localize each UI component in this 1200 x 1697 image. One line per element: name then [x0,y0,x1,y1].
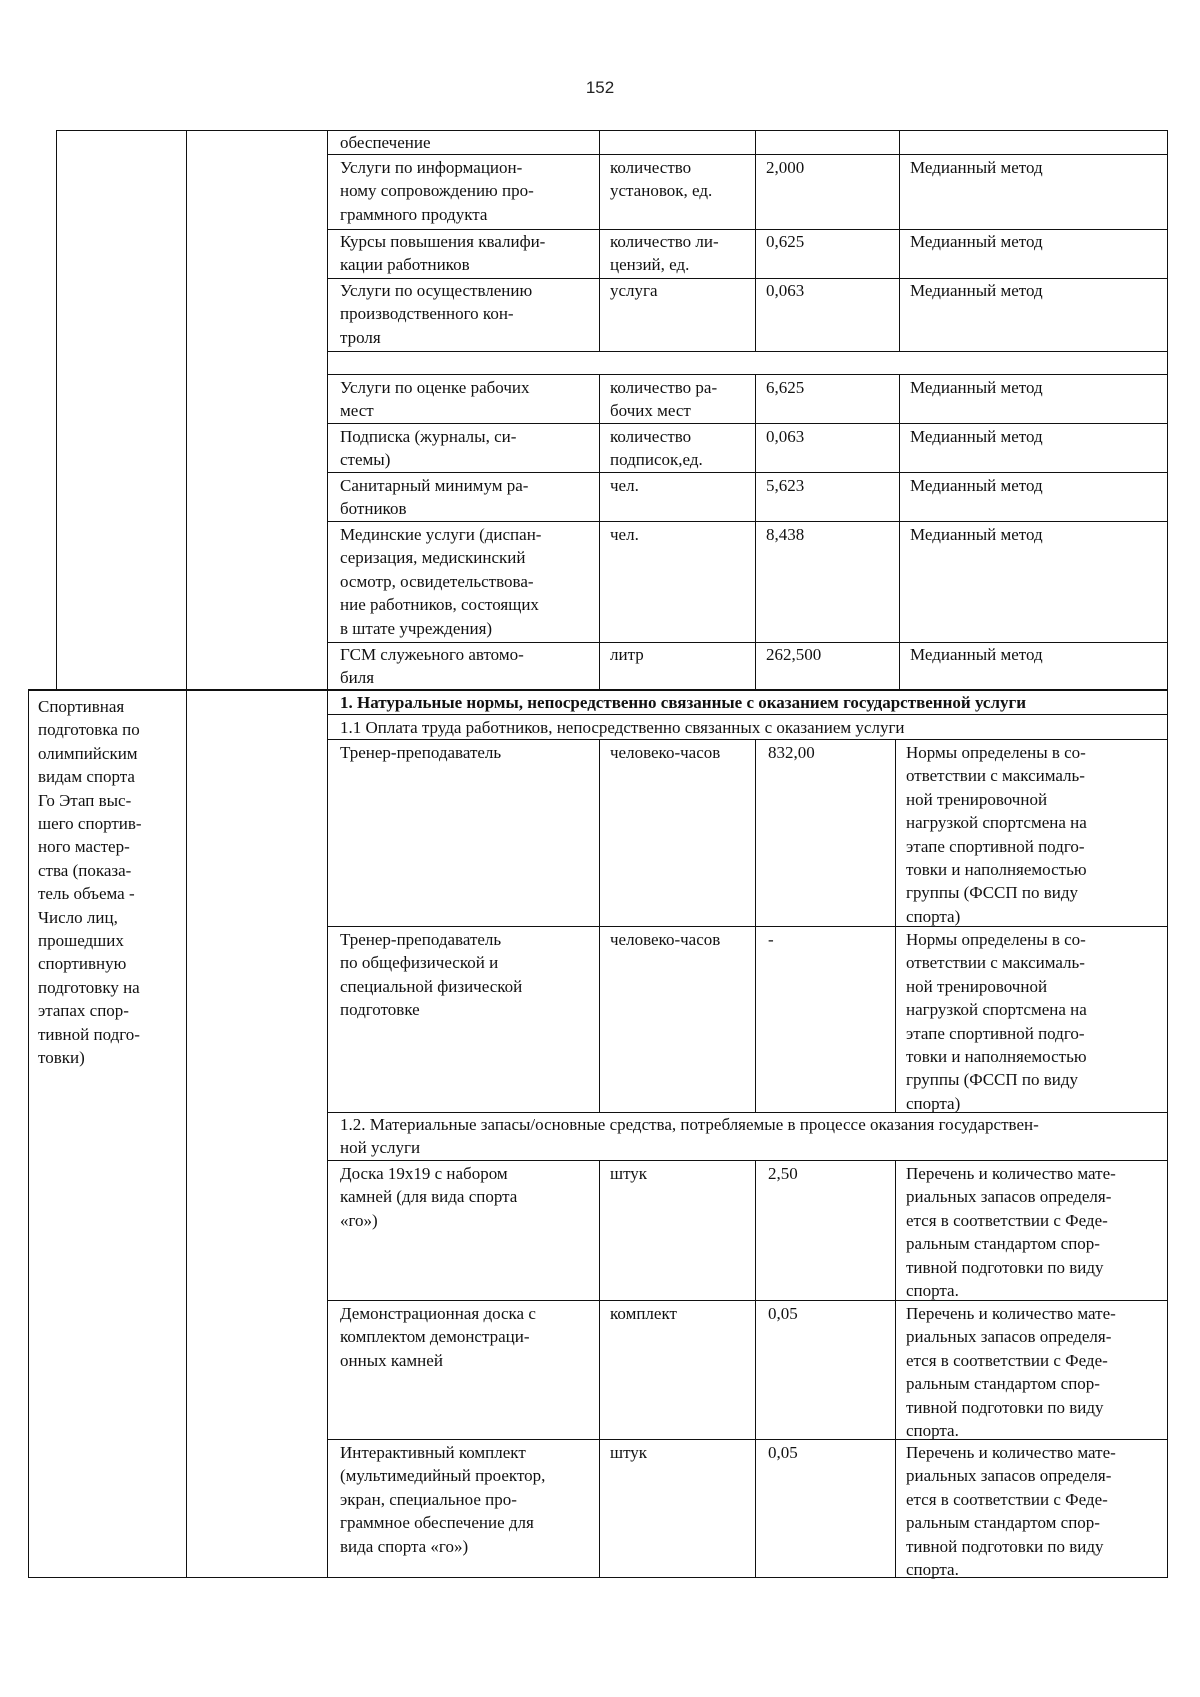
subsection-heading: 1.1 Оплата труда работников, непосредственно связанных с оказанием услуги [340,718,905,737]
table-rule [899,130,900,352]
unit-cell: литр [610,645,644,664]
unit-cell: чел. [610,525,639,544]
section-heading: 1. Натуральные нормы, непосредственно связанные с оказанием государственной услуги [340,693,1027,712]
table-rule [1167,130,1168,1578]
item-name-cell: Услуги по информацион- ному сопровождению про- граммного продукта [340,158,534,224]
item-name-cell: ГСМ служеьного автомо- биля [340,645,524,688]
table-rule [186,130,187,1578]
value-cell: 6,625 [766,378,805,397]
method-cell: Медианный метод [910,232,1043,251]
item-name-cell: Подписка (журналы, си- стемы) [340,427,517,470]
note-cell: Перечень и количество мате- риальных запасов определя- ется в соответствии с Феде- ральным стандартом спор- тивной подготовки по виду спорта. [906,1304,1116,1441]
value-cell: 0,05 [768,1304,798,1323]
item-name-cell: Доска 19х19 с набором камней (для вида спорта «го») [340,1164,518,1230]
value-cell: 832,00 [768,743,815,762]
method-cell: Медианный метод [910,476,1043,495]
value-cell: 8,438 [766,525,805,544]
table-rule [327,351,1168,352]
table-rule [599,739,600,1113]
unit-cell: услуга [610,281,658,300]
value-cell: 5,623 [766,476,805,495]
item-name-cell: обеспечение [340,133,431,152]
table-rule [755,374,756,690]
table-rule [599,1160,600,1578]
table-rule [327,423,1168,424]
unit-cell: количество подписок,ед. [610,427,703,470]
method-cell: Медианный метод [910,378,1043,397]
method-cell: Медианный метод [910,645,1043,664]
unit-cell: чел. [610,476,639,495]
value-cell: 0,05 [768,1443,798,1462]
value-cell: 0,063 [766,427,805,446]
value-cell: 262,500 [766,645,822,664]
value-cell: - [768,930,774,949]
unit-cell: штук [610,1164,648,1183]
unit-cell: человеко-часов [610,930,721,949]
note-cell: Нормы определены в со- ответствии с максималь- ной тренировочной нагрузкой спортсмена на этапе спортивной подго- товки и наполняемостью группы (ФССП по виду спорта) [906,930,1087,1113]
table-rule [327,130,328,1578]
unit-cell: человеко-часов [610,743,721,762]
table-rule [895,1160,896,1578]
note-cell: Перечень и количество мате- риальных запасов определя- ется в соответствии с Феде- ральным стандартом спор- тивной подготовки по виду спорта. [906,1164,1116,1301]
table-rule [56,130,1168,131]
subsection-heading: 1.2. Материальные запасы/основные средства, потребляемые в процессе оказания государствен- ной услуги [340,1115,1039,1158]
item-name-cell: Демонстрационная доска с комплектом демонстраци- онных камней [340,1304,536,1370]
value-cell: 2,50 [768,1164,798,1183]
value-cell: 0,625 [766,232,805,251]
item-name-cell: Санитарный минимум ра- ботников [340,476,529,519]
method-cell: Медианный метод [910,427,1043,446]
table-rule [755,1160,756,1578]
table-rule [56,130,57,690]
method-cell: Медианный метод [910,158,1043,177]
table-rule [327,472,1168,473]
page-number: 152 [585,78,615,97]
note-cell: Нормы определены в со- ответствии с максималь- ной тренировочной нагрузкой спортсмена на этапе спортивной подго- товки и наполняемостью группы (ФССП по виду спорта) [906,743,1087,926]
method-cell: Медианный метод [910,525,1043,544]
value-cell: 0,063 [766,281,805,300]
table-rule [755,130,756,352]
item-name-cell: Услуги по оценке рабочих мест [340,378,530,421]
table-rule [28,689,29,1578]
unit-cell: комплект [610,1304,677,1323]
table-rule [599,130,600,352]
item-name-cell: Тренер-преподаватель по общефизической и специальной физической подготовке [340,930,523,1020]
table-rule [327,521,1168,522]
unit-cell: количество ли- цензий, ед. [610,232,719,275]
table-rule [895,739,896,1113]
unit-cell: количество ра- бочих мест [610,378,718,421]
table-rule [755,739,756,1113]
item-name-cell: Тренер-преподаватель [340,743,502,762]
table-rule [327,154,1168,155]
table-rule [599,374,600,690]
service-name-cell: Спортивная подготовка по олимпийским видам спорта Го Этап выс- шего спортив- ного мастер- ства (показа- тель объема - Число лиц, прошедших спортивную подготовку на этапах спор- тивной подго- товки) [38,697,142,1068]
item-name-cell: Мединские услуги (диспан- серизация, медискинский осмотр, освидетельствова- ние работников, состоящих в штате учреждения) [340,525,542,638]
note-cell: Перечень и количество мате- риальных запасов определя- ется в соответствии с Феде- ральным стандартом спор- тивной подготовки по виду спорта. [906,1443,1116,1580]
unit-cell: штук [610,1443,648,1462]
unit-cell: количество установок, ед. [610,158,713,201]
table-rule [327,374,1168,375]
table-rule [899,374,900,690]
item-name-cell: Услуги по осуществлению производственного кон- троля [340,281,533,347]
table-rule [327,1160,1168,1161]
method-cell: Медианный метод [910,281,1043,300]
item-name-cell: Курсы повышения квалифи- кации работников [340,232,546,275]
value-cell: 2,000 [766,158,805,177]
item-name-cell: Интерактивный комплект (мультимедийный проектор, экран, специальное про- граммное обеспечение для вида спорта «го») [340,1443,546,1556]
